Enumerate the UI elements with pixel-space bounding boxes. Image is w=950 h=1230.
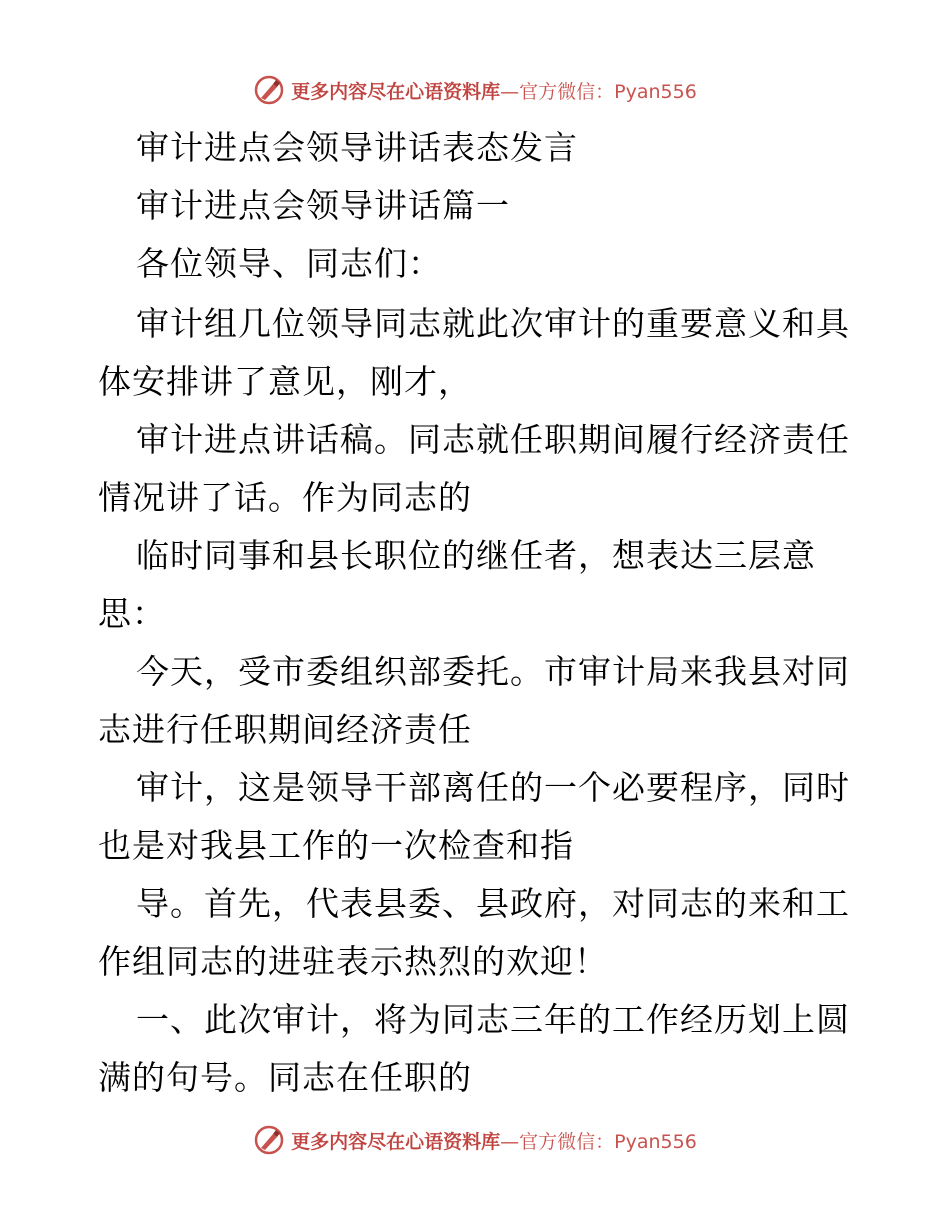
pen-logo-icon — [253, 1124, 285, 1156]
footer-banner-sep: — — [500, 1130, 520, 1153]
paragraph-line: 审计进点讲话稿。同志就任职期间履行经济责任 — [136, 420, 850, 459]
header-banner — [0, 70, 950, 110]
paragraph-line: 情况讲了话。作为同志的 — [98, 478, 472, 517]
paragraph-line: 满的句号。同志在任职的 — [98, 1058, 472, 1097]
paragraph-line: 临时同事和县长职位的继任者，想表达三层意 — [136, 536, 816, 575]
paragraph-line: 今天，受市委组织部委托。市审计局来我县对同 — [136, 652, 850, 691]
doc-title: 审计进点会领导讲话表态发言 — [136, 128, 578, 167]
paragraph-line: 作组同志的进驻表示热烈的欢迎！ — [98, 942, 608, 981]
header-banner-wechat: 官方微信：Pyan556 — [519, 80, 697, 103]
header-banner-sep: — — [500, 80, 520, 103]
footer-banner — [0, 1120, 950, 1160]
paragraph-line: 审计组几位领导同志就此次审计的重要意义和具 — [136, 304, 850, 343]
pen-logo-icon — [253, 74, 285, 106]
paragraph-line: 体安排讲了意见，刚才， — [98, 362, 472, 401]
paragraph-line: 导。首先，代表县委、县政府，对同志的来和工 — [136, 884, 850, 923]
paragraph-line: 一、此次审计，将为同志三年的工作经历划上圆 — [136, 1000, 850, 1039]
footer-banner-main: 更多内容尽在心语资料库 — [291, 1130, 501, 1153]
paragraph-line: 思： — [98, 594, 166, 633]
paragraph-line: 也是对我县工作的一次检查和指 — [98, 826, 574, 865]
doc-subtitle: 审计进点会领导讲话篇一 — [136, 186, 510, 225]
paragraph-line: 审计，这是领导干部离任的一个必要程序，同时 — [136, 768, 850, 807]
footer-banner-wechat: 官方微信：Pyan556 — [519, 1130, 697, 1153]
salutation: 各位领导、同志们： — [136, 244, 442, 283]
header-banner-main: 更多内容尽在心语资料库 — [291, 80, 501, 103]
paragraph-line: 志进行任职期间经济责任 — [98, 710, 472, 749]
